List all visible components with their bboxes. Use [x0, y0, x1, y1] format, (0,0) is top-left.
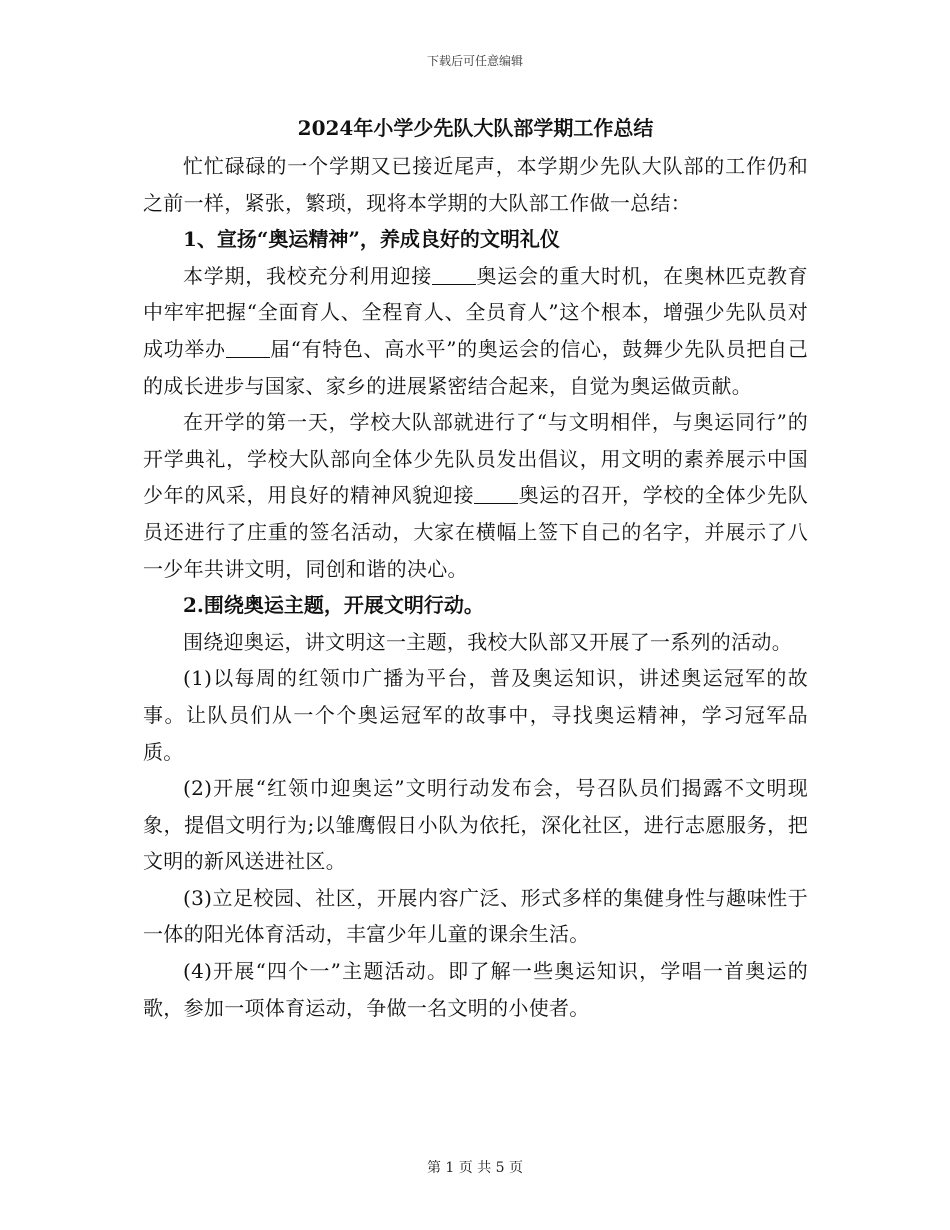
- list-item: (2)开展“红领巾迎奥运”文明行动发布会，号召队员们揭露不文明现象，提倡文明行为;以雏鹰假日小队为依托，深化社区，进行志愿服务，把文明的新风送进社区。: [143, 776, 808, 874]
- intro-paragraph: 忙忙碌碌的一个学期又已接近尾声，本学期少先队大队部的工作仍和之前一样，紧张，繁琐，现将本学期的大队部工作做一总结：: [143, 154, 808, 215]
- section1-paragraph-2: [143, 404, 808, 587]
- fill-blank: [474, 483, 518, 504]
- text-run: 在开学的第一天，学校大队部就进行了“与文明相伴，与奥运同行”的开学典礼，学校大队部向全体少先队员发出倡议，用文明的素养展示中国少年的风采，用良好的精神风貌迎接: [143, 410, 808, 508]
- list-item: (3)立足校园、社区，开展内容广泛、形式多样的集健身性与趣味性于一体的阳光体育活动，丰富少年儿童的课余生活。: [143, 885, 808, 947]
- header-note: 下载后可任意编辑: [426, 54, 523, 68]
- page-footer: 第 1 页 共 5 页: [426, 1160, 524, 1176]
- list-item: (1)以每周的红领巾广播为平台，普及奥运知识，讲述奥运冠军的故事。让队员们从一个个奥运冠军的故事中，寻找奥运精神，学习冠军品质。: [143, 666, 808, 764]
- document-title: 2024年小学少先队大队部学期工作总结: [297, 116, 654, 140]
- fill-blank: [226, 337, 270, 358]
- section2-heading: 2.围绕奥运主题，开展文明行动。: [183, 593, 484, 618]
- section1-paragraph-1: [143, 258, 808, 404]
- list-item: (4)开展“四个一”主题活动。即了解一些奥运知识，学唱一首奥运的歌，参加一项体育运动，争做一名文明的小使者。: [143, 959, 808, 1020]
- text-run: 本学期，我校充分利用迎接: [183, 263, 432, 288]
- section2-paragraph-1: 围绕迎奥运，讲文明这一主题，我校大队部又开展了一系列的活动。: [183, 629, 792, 654]
- text-run: 届“有特色、高水平”的奥运会的信心，鼓舞少先队员把自己的成长进步与国家、家乡的进展紧密结合起来，自觉为奥运做贡献。: [143, 336, 808, 398]
- section1-heading: 1、宣扬“奥运精神”，养成良好的文明礼仪: [183, 227, 560, 252]
- fill-blank: [432, 264, 476, 285]
- text-run: 奥运会的重大时机，在奥林匹克教育中牢牢把握“全面育人、全程育人、全员育人”这个根本，增强少先队员对成功举办: [143, 263, 808, 361]
- text-run: 奥运的召开，学校的全体少先队员还进行了庄重的签名活动，大家在横幅上签下自己的名字，并展示了八一少年共讲文明，同创和谐的决心。: [143, 483, 808, 581]
- document-body: [143, 110, 808, 1026]
